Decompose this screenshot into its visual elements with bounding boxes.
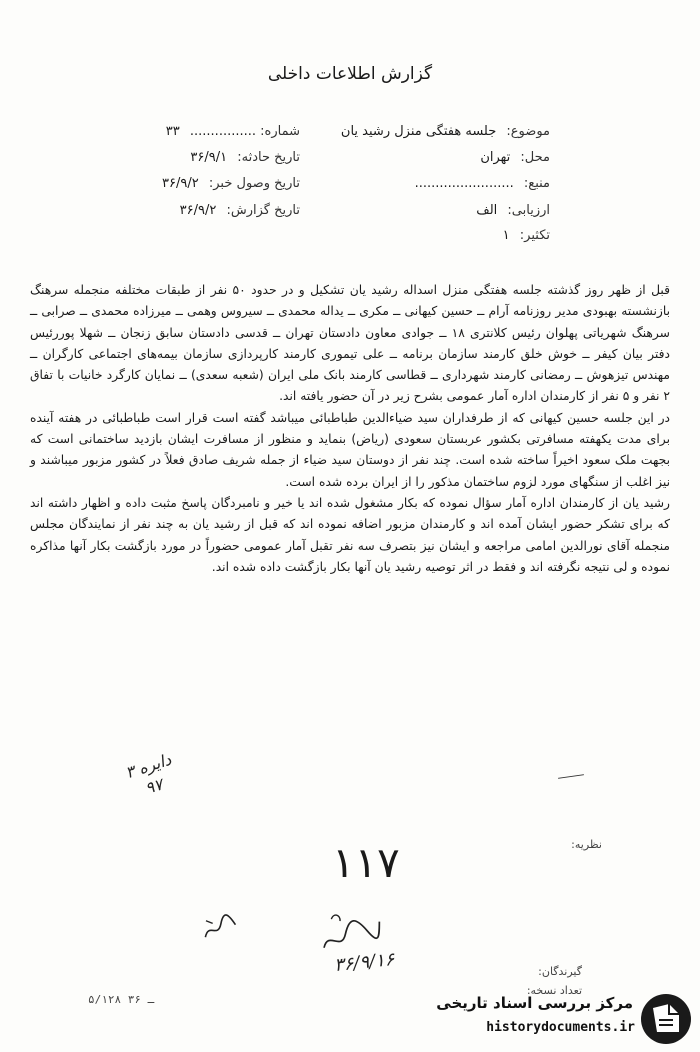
- scribble-signature-icon: [197, 908, 242, 946]
- page-title: گزارش اطلاعات داخلی: [267, 64, 433, 84]
- body-paragraph-2: در این جلسه حسین کیهانی که از طرفداران سید ضیاءالدین طباطبائی میباشد گفته است قرار است طباطبائی در هفته آینده برای مدت یکهفته مسافرتی بکشور عربستان سعودی (ریاض) بنماید و منظور از مسافرت ایشان بازدید ساختمانی است که بجهت ملک سعود اخیراً ساخته شده است. چند نفر از دوستان سید ضیاء از جمله شریف صادق فعلاً در کشور مزبور میباشند و نیز اغلب از سنگهای مورد لزوم ساختمان مذکور را از ایران برده شده است.: [30, 410, 670, 489]
- header-source-value: ........................: [414, 176, 514, 191]
- signature-left-number: ۹۷: [142, 774, 165, 798]
- bottom-date-handwritten: ۳۶/۹/۱۶: [333, 948, 396, 977]
- header-source: [415, 176, 550, 191]
- header-copies: [503, 228, 550, 243]
- body-paragraph-3: رشید یان از کارمندان اداره آمار سؤال نموده که بکار مشغول شده اند یا خیر و نامبردگان پاسخ مثبت داده و اظهار داشته اند که برای تشکر حضور ایشان آمده اند و کارمندان مزبور اضافه نموده اند که قبل از رشید یان به چند نفر از نمایندگان مجلس منجمله آقای نورالدین امامی مراجعه و ایشان نیز بتصرف سه نفر تقبل آمار عمومی حضوراً در مورد بازگشت بکار آنها مذاکره نموده و لی نتیجه نگرفته اند و فقط در اثر توصیه رشید یان آنها بکار بازگشت داده شده اند.: [30, 495, 670, 574]
- header-received-date-label: تاریخ وصول خبر:: [208, 176, 300, 191]
- header-rating: [476, 203, 550, 218]
- header-number-label: شماره:: [260, 124, 300, 139]
- header-rating-label: ارزیابی:: [507, 203, 550, 218]
- watermark-logo: [412, 990, 697, 1048]
- header-subject-value: جلسه هفتگی منزل رشید یان: [340, 124, 497, 139]
- signature-left-text: دایره ۳: [122, 749, 174, 783]
- watermark-url: historydocuments.ir: [486, 1020, 635, 1035]
- header-report-date-value: ۳۶/۹/۲: [179, 203, 217, 218]
- page-number: ۱۱۷: [332, 838, 400, 887]
- header-copies-value: ۱: [502, 228, 510, 243]
- header-received-date-value: ۳۶/۹/۲: [162, 176, 199, 191]
- header-copies-label: تکثیر:: [519, 228, 550, 243]
- handwritten-signature-left: [123, 750, 180, 803]
- copies-label: تعداد نسخه:: [526, 984, 582, 997]
- header-location-value: تهران: [480, 150, 511, 165]
- header-incident-date: [190, 150, 300, 165]
- header-report-date-label: تاریخ گزارش:: [226, 203, 300, 218]
- report-body: [30, 280, 670, 578]
- recipients-label: گیرندگان:: [538, 965, 582, 978]
- header-number: شماره: ................ ۳۳: [165, 124, 300, 139]
- header-report-date: [180, 203, 300, 218]
- header-source-label: منبع:: [523, 176, 550, 191]
- opinion-label: نظریه:: [571, 838, 602, 851]
- archive-emblem-icon: [639, 992, 693, 1046]
- header-location: [480, 150, 550, 165]
- handwritten-signature-bottom-left: [197, 908, 243, 950]
- header-rating-value: الف: [476, 203, 498, 218]
- header-incident-date-label: تاریخ حادثه:: [237, 150, 300, 165]
- body-paragraph-1: قبل از ظهر روز گذشته جلسه هفتگی منزل اسداله رشید یان تشکیل و در حدود ۵۰ نفر از طبقات مختلفه منجمله سرهنگ بازنشسته بهبودی مدیر روزنامه آرام ــ حسین کیهانی ــ مکری ــ یداله محمدی ــ سیروس وهمی ــ میرزاده محمدی ــ صرابی ــ سرهنگ شهریاتی پهلوان رئیس کلانتری ۱۸ ــ جوادی معاون دادستان تهران ــ قدسی دادستان سابق زنجان ــ شهلا پوررئیس دفتر بیان کیفر ــ خوش خلق کارمند سازمان برنامه ــ علی تیموری کارمند کارپردازی سازمان بیمه‌های اجتماعی کارگران ــ مهندس تیزهوش ــ رمضانی کارمند شهرداری ــ قطاسی کارمند بانک ملی ایران (شعبه سعدی) ــ نمایان کارگرد خانیات با تفاق ۲ نفر و ۵ نفر از کارمندان اداره آمار عمومی بشرح زیر در آن حضور یافته اند.: [30, 283, 670, 404]
- header-subject-label: موضوع:: [506, 124, 550, 139]
- watermark-org-name: مرکز بررسی اسناد تاریخی: [436, 994, 633, 1012]
- header-subject: [341, 124, 550, 139]
- header-received-date: [162, 176, 300, 191]
- stamp-mark: [558, 774, 584, 779]
- form-code: ۵/۱۲۸ ـ ۳۶: [88, 993, 155, 1006]
- header-location-label: محل:: [520, 150, 550, 165]
- header-incident-date-value: ۳۶/۹/۱: [190, 150, 228, 165]
- header-number-value: ۳۳: [165, 124, 180, 139]
